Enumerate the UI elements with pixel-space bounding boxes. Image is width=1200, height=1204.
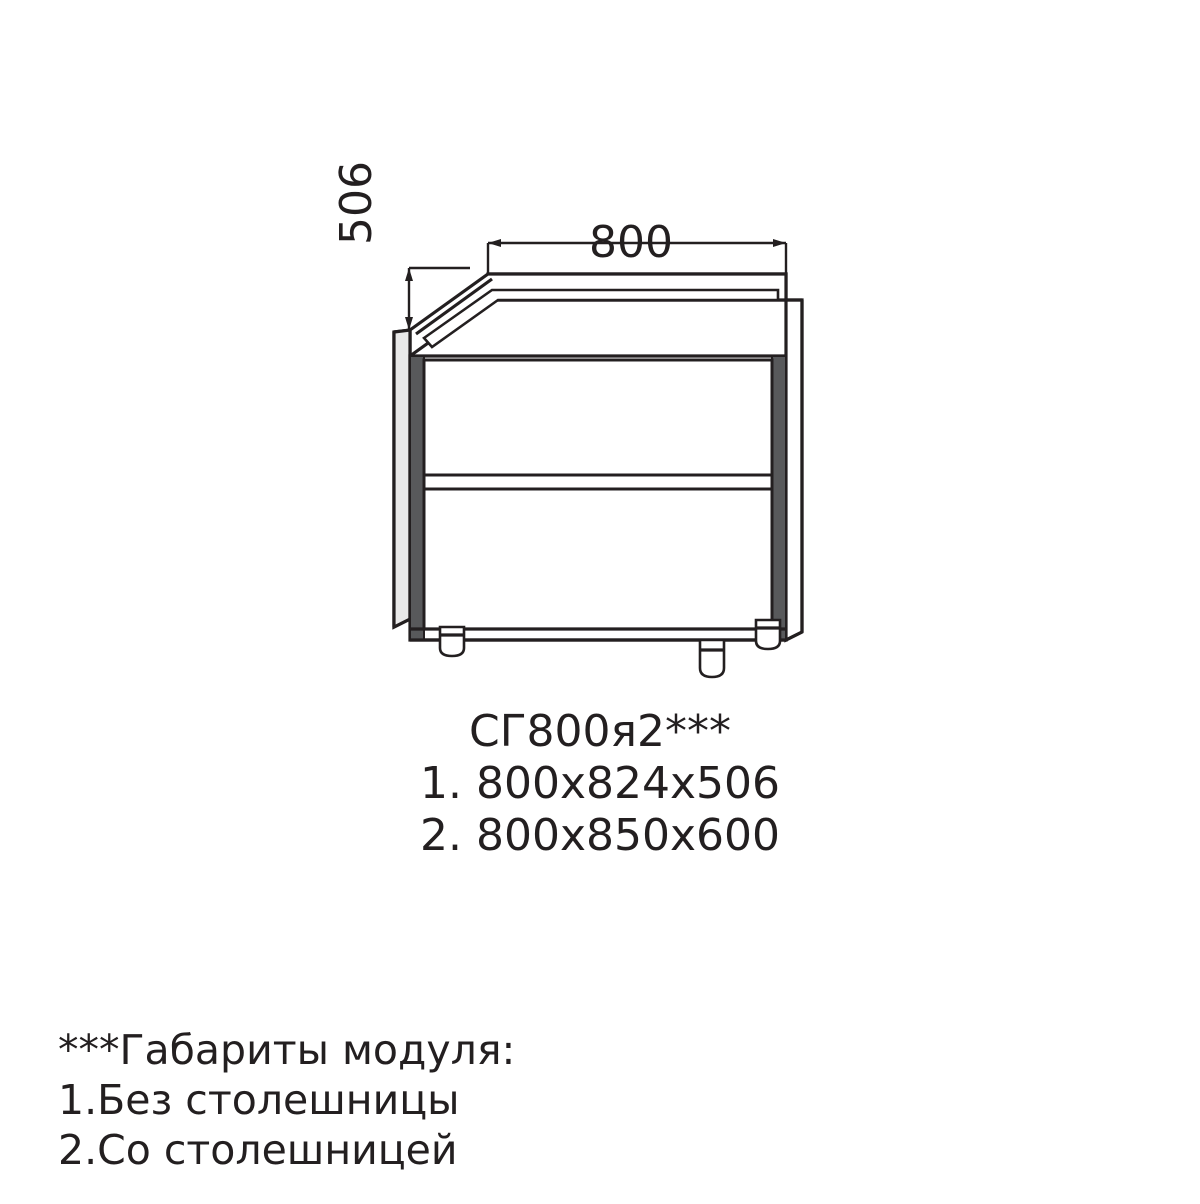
notes-item-2: 2.Со столешницей bbox=[58, 1126, 458, 1174]
cabinet-foot-icon bbox=[756, 620, 780, 649]
notes-item-1: 1.Без столешницы bbox=[58, 1076, 460, 1124]
notes-block bbox=[58, 1025, 858, 1175]
cabinet-foot-icon bbox=[440, 627, 464, 656]
model-code: СГ800я2*** bbox=[468, 706, 731, 757]
cabinet-foot-icon bbox=[700, 640, 724, 677]
depth-dimension-label: 506 bbox=[331, 161, 382, 245]
caption-block bbox=[0, 706, 1200, 862]
notes-title: ***Габариты модуля: bbox=[58, 1026, 516, 1074]
dimension-variant-1: 1. 800x824x506 bbox=[420, 758, 780, 809]
width-dimension-label: 800 bbox=[589, 217, 673, 268]
dimension-variant-2: 2. 800x850x600 bbox=[420, 810, 780, 861]
